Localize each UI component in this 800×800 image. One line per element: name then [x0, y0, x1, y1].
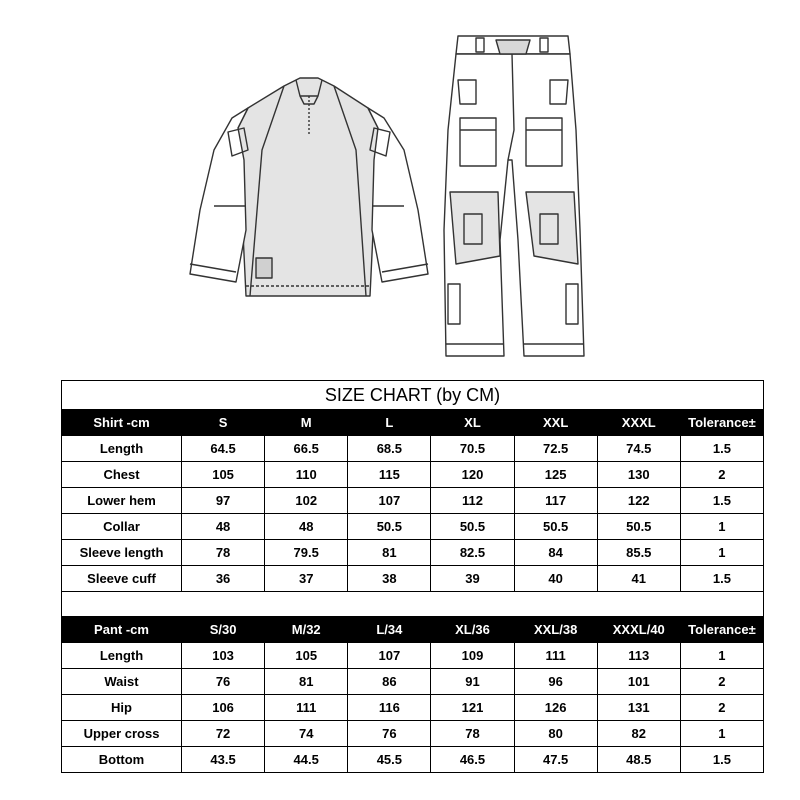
pant-cell-label: Waist — [62, 669, 182, 695]
shirt-cell: 36 — [182, 566, 265, 592]
pant-cell: 96 — [514, 669, 597, 695]
pant-cell: 1 — [680, 643, 763, 669]
shirt-cell: 85.5 — [597, 540, 680, 566]
pant-table-row — [62, 721, 764, 747]
shirt-header-cell: S — [182, 410, 265, 436]
shirt-table-row — [62, 514, 764, 540]
shirt-cell: 112 — [431, 488, 514, 514]
shirt-illustration — [190, 78, 428, 296]
shirt-cell: 1.5 — [680, 488, 763, 514]
section-spacer-row — [62, 592, 764, 617]
shirt-cell: 64.5 — [182, 436, 265, 462]
pant-cell: 91 — [431, 669, 514, 695]
size-chart-table — [61, 380, 764, 773]
shirt-cell: 74.5 — [597, 436, 680, 462]
pant-header-cell: Tolerance± — [680, 617, 763, 643]
pant-cell: 106 — [182, 695, 265, 721]
shirt-cell: 79.5 — [265, 540, 348, 566]
shirt-cell: 1 — [680, 514, 763, 540]
shirt-cell: 105 — [182, 462, 265, 488]
pant-header-row — [62, 617, 764, 643]
shirt-cell: 117 — [514, 488, 597, 514]
pant-cell: 80 — [514, 721, 597, 747]
pant-cell: 109 — [431, 643, 514, 669]
pant-cell: 101 — [597, 669, 680, 695]
pant-table-row — [62, 695, 764, 721]
section-spacer — [62, 592, 764, 617]
shirt-header-cell: Tolerance± — [680, 410, 763, 436]
shirt-cell: 107 — [348, 488, 431, 514]
shirt-cell-label: Lower hem — [62, 488, 182, 514]
pant-header-cell: XXXL/40 — [597, 617, 680, 643]
shirt-cell: 41 — [597, 566, 680, 592]
pant-cell: 76 — [348, 721, 431, 747]
pant-cell: 44.5 — [265, 747, 348, 773]
pant-cell: 78 — [431, 721, 514, 747]
shirt-header-cell: XXL — [514, 410, 597, 436]
pant-cell-label: Bottom — [62, 747, 182, 773]
shirt-cell: 110 — [265, 462, 348, 488]
pant-table-row — [62, 643, 764, 669]
pant-cell: 45.5 — [348, 747, 431, 773]
pant-cell: 82 — [597, 721, 680, 747]
shirt-cell: 48 — [265, 514, 348, 540]
shirt-table-row — [62, 540, 764, 566]
pant-header-cell: L/34 — [348, 617, 431, 643]
pant-cell: 86 — [348, 669, 431, 695]
shirt-cell: 50.5 — [597, 514, 680, 540]
pant-table-row — [62, 669, 764, 695]
shirt-cell: 2 — [680, 462, 763, 488]
shirt-table-row — [62, 436, 764, 462]
pant-cell-label: Length — [62, 643, 182, 669]
pant-cell: 2 — [680, 695, 763, 721]
shirt-cell: 120 — [431, 462, 514, 488]
chart-title-row — [62, 381, 764, 410]
shirt-cell: 97 — [182, 488, 265, 514]
shirt-cell: 72.5 — [514, 436, 597, 462]
shirt-cell: 37 — [265, 566, 348, 592]
shirt-cell: 81 — [348, 540, 431, 566]
pant-cell: 126 — [514, 695, 597, 721]
pant-cell: 111 — [265, 695, 348, 721]
pant-cell-label: Hip — [62, 695, 182, 721]
shirt-cell: 39 — [431, 566, 514, 592]
shirt-cell-label: Length — [62, 436, 182, 462]
pant-cell: 131 — [597, 695, 680, 721]
shirt-header-cell: M — [265, 410, 348, 436]
pant-cell: 105 — [265, 643, 348, 669]
pants-illustration — [444, 36, 584, 356]
shirt-cell: 38 — [348, 566, 431, 592]
pant-header-cell-label: Pant -cm — [62, 617, 182, 643]
shirt-cell-label: Collar — [62, 514, 182, 540]
shirt-cell: 1.5 — [680, 436, 763, 462]
shirt-cell: 66.5 — [265, 436, 348, 462]
shirt-cell: 82.5 — [431, 540, 514, 566]
shirt-cell: 50.5 — [514, 514, 597, 540]
shirt-cell: 50.5 — [431, 514, 514, 540]
shirt-cell: 84 — [514, 540, 597, 566]
shirt-cell: 50.5 — [348, 514, 431, 540]
shirt-header-cell: L — [348, 410, 431, 436]
pant-cell: 1 — [680, 721, 763, 747]
chart-title: SIZE CHART (by CM) — [62, 381, 764, 410]
shirt-cell-label: Sleeve length — [62, 540, 182, 566]
shirt-cell: 125 — [514, 462, 597, 488]
pant-header-cell: S/30 — [182, 617, 265, 643]
pant-cell: 107 — [348, 643, 431, 669]
shirt-cell: 1 — [680, 540, 763, 566]
shirt-cell: 68.5 — [348, 436, 431, 462]
pant-cell: 2 — [680, 669, 763, 695]
shirt-cell: 115 — [348, 462, 431, 488]
pant-cell: 111 — [514, 643, 597, 669]
shirt-header-cell-label: Shirt -cm — [62, 410, 182, 436]
pant-cell: 43.5 — [182, 747, 265, 773]
pant-table-row — [62, 747, 764, 773]
pant-header-cell: M/32 — [265, 617, 348, 643]
pant-cell: 103 — [182, 643, 265, 669]
pant-cell: 74 — [265, 721, 348, 747]
pant-cell: 46.5 — [431, 747, 514, 773]
pant-cell: 72 — [182, 721, 265, 747]
pant-cell: 116 — [348, 695, 431, 721]
shirt-cell: 78 — [182, 540, 265, 566]
shirt-header-row — [62, 410, 764, 436]
shirt-table-row — [62, 488, 764, 514]
pant-header-cell: XL/36 — [431, 617, 514, 643]
shirt-cell: 102 — [265, 488, 348, 514]
shirt-cell: 1.5 — [680, 566, 763, 592]
shirt-cell: 122 — [597, 488, 680, 514]
shirt-header-cell: XL — [431, 410, 514, 436]
shirt-table-row — [62, 462, 764, 488]
pant-cell: 113 — [597, 643, 680, 669]
shirt-cell: 40 — [514, 566, 597, 592]
shirt-cell: 48 — [182, 514, 265, 540]
shirt-cell-label: Chest — [62, 462, 182, 488]
pant-cell-label: Upper cross — [62, 721, 182, 747]
shirt-header-cell: XXXL — [597, 410, 680, 436]
shirt-cell: 130 — [597, 462, 680, 488]
pant-cell: 48.5 — [597, 747, 680, 773]
pant-cell: 81 — [265, 669, 348, 695]
pant-cell: 121 — [431, 695, 514, 721]
shirt-cell: 70.5 — [431, 436, 514, 462]
pant-cell: 1.5 — [680, 747, 763, 773]
pant-cell: 76 — [182, 669, 265, 695]
pant-header-cell: XXL/38 — [514, 617, 597, 643]
shirt-table-row — [62, 566, 764, 592]
pant-cell: 47.5 — [514, 747, 597, 773]
shirt-cell-label: Sleeve cuff — [62, 566, 182, 592]
garment-illustrations — [0, 0, 800, 370]
